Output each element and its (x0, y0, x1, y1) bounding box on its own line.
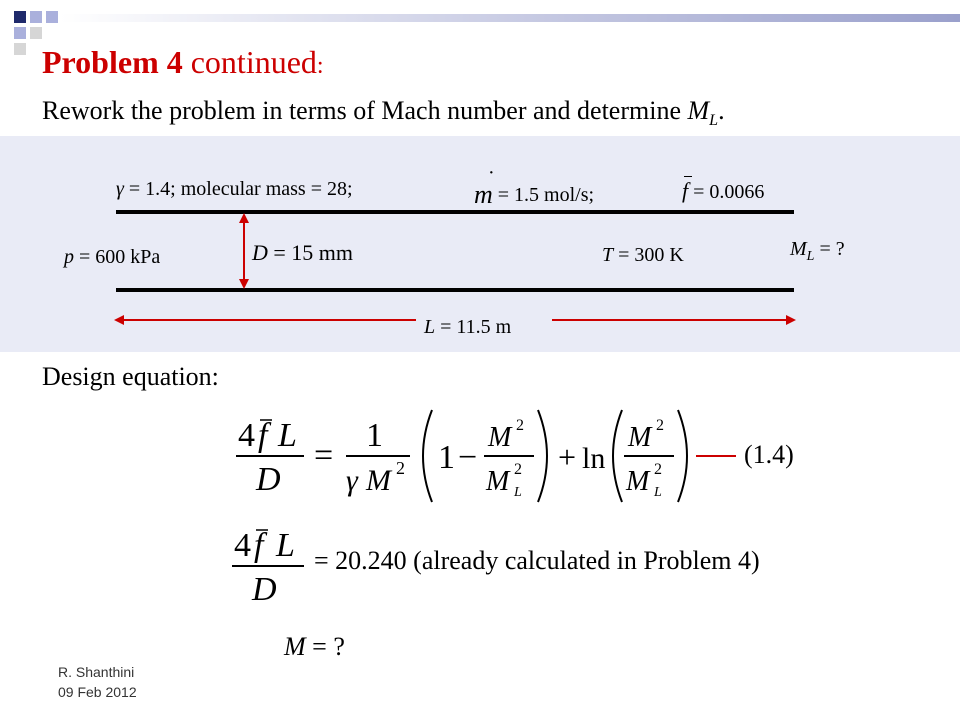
eq-one: 1 (366, 417, 383, 454)
M-text: = ? (305, 632, 345, 661)
eq2-L: L (276, 527, 295, 564)
exit-mach-label (790, 238, 845, 265)
design-equation-label: Design equation: (42, 362, 219, 391)
eq-sq5: 2 (654, 461, 662, 478)
eq-equals: = (314, 437, 334, 474)
title-rest: continued (182, 44, 317, 80)
D-text: = 15 mm (267, 240, 354, 265)
corner-square-lavender-3 (14, 27, 26, 39)
f-symbol: f (682, 178, 689, 203)
eq2-f: f (254, 527, 264, 564)
T-text: = 300 K (613, 244, 684, 266)
D-symbol: D (252, 240, 268, 265)
ML-text: = ? (814, 238, 845, 260)
eq-f: f (258, 417, 268, 454)
ML-sub: L (806, 249, 815, 264)
eq-minus: − (458, 439, 478, 476)
friction-label (682, 178, 764, 204)
gamma-symbol: γ (116, 178, 124, 200)
p-text: = 600 kPa (74, 246, 161, 268)
footer-date: 09 Feb 2012 (58, 684, 137, 700)
eq-subL1: L (514, 485, 522, 500)
eq-sq1: 2 (396, 458, 405, 478)
eq-sq4: 2 (656, 417, 664, 434)
eq-M2: M (488, 422, 512, 453)
L-text: = 11.5 m (435, 316, 512, 338)
eq-plus: + (558, 439, 577, 475)
eq-M3: M (486, 466, 510, 497)
subtitle-sub: L (709, 112, 719, 130)
eq-sq3: 2 (514, 461, 522, 478)
subtitle-var: M (687, 96, 710, 125)
p-symbol: p (64, 246, 74, 268)
eq2-result: = 20.240 (already calculated in Problem 4) (314, 546, 760, 575)
eq-M1: M (366, 464, 391, 497)
corner-square-lavender-2 (46, 11, 58, 23)
temperature-label (602, 244, 684, 267)
subtitle-prefix: Rework the problem in terms of Mach number and determine (42, 96, 688, 125)
eq-paren2-left (613, 410, 622, 502)
eq-L: L (278, 417, 297, 454)
top-gradient-bar (60, 14, 960, 22)
eq-D: D (256, 461, 281, 498)
corner-square-lavender-1 (30, 11, 42, 23)
eq-ln: ln (582, 442, 606, 475)
gamma-text: = 1.4; molecular mass = 28; (123, 178, 353, 200)
eq-paren1-left (423, 410, 432, 502)
title-bold: Problem 4 (42, 44, 183, 80)
ML-symbol: M (790, 238, 807, 260)
mdot-symbol: m (474, 180, 493, 209)
eq-paren1-right (538, 410, 547, 502)
mdot-text: = 1.5 mol/s; (492, 184, 595, 206)
footer-author: R. Shanthini (58, 664, 135, 680)
eq-subL2: L (654, 485, 662, 500)
eq-four: 4 (238, 417, 255, 454)
M-symbol: M (284, 632, 306, 661)
title-colon: : (316, 53, 324, 79)
corner-square-navy-1 (14, 11, 26, 23)
gamma-label (116, 178, 353, 201)
eq-M4: M (628, 422, 652, 453)
equation-tag: (1.4) (744, 440, 794, 469)
slide-subtitle (42, 96, 725, 130)
pressure-label (64, 246, 160, 269)
length-label (424, 316, 511, 339)
corner-square-gray-1 (30, 27, 42, 39)
L-symbol: L (424, 316, 436, 338)
mach-unknown (284, 632, 345, 662)
eq2-four: 4 (234, 527, 251, 564)
eq-one-b: 1 (438, 439, 455, 476)
eq-gamma: γ (346, 464, 358, 497)
corner-square-gray-2 (14, 43, 26, 55)
subtitle-end: . (718, 96, 725, 125)
eq-M5: M (626, 466, 650, 497)
f-text: = 0.0066 (688, 181, 765, 203)
diameter-label (252, 240, 353, 266)
slide-title (42, 44, 324, 81)
f-bar (684, 176, 692, 177)
eq-paren2-right (678, 410, 687, 502)
eq2-D: D (252, 571, 277, 608)
eq-sq2: 2 (516, 417, 524, 434)
T-symbol: T (602, 244, 614, 266)
mdot-dot: · (488, 162, 495, 184)
